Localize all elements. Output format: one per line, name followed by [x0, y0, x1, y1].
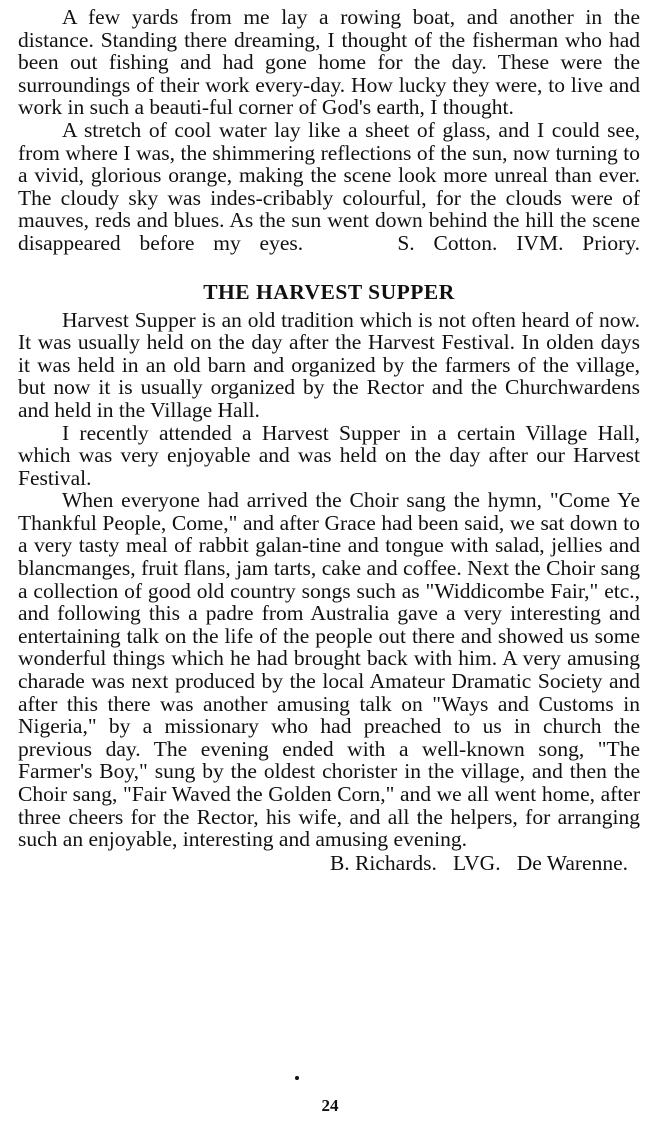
article2-paragraph-3: When everyone had arrived the Choir sang the hymn, "Come Ye Thankful People, Come," and after Grace had been said, we sat down to a very tasty meal of rabbit galan-tine and tongue with salad, jellies and blancmanges, fruit flans, jam tarts, cake and coffee. Next the Choir sang a collection of good old country songs such as "Widdicombe Fair," etc., and following this a padre from Australia gave a very interesting and entertaining talk on the life of the people out there and showed us some wonderful things which he had brought back with him. A very amusing charade was next produced by the local Amateur Dramatic Society and after this there was another amusing talk on "Ways and Customs in Nigeria," by a missionary who had preached to us in church the previous day. The evening ended with a well-known song, "The Farmer's Boy," sung by the oldest chorister in the village, and then the Choir sang, "Fair Waved the Golden Corn," and we all went home, after three cheers for the Rector, his wife, and all the helpers, for arranging such an enjoyable, interesting and amusing evening.	[18, 488, 640, 852]
article1-house: Priory.	[582, 230, 641, 255]
article2-paragraph-2: I recently attended a Harvest Supper in a certain Village Hall, which was very enjoyable and was held on the day after our Harvest Festival.	[18, 420, 640, 490]
article2-form: LVG.	[452, 850, 501, 875]
article2-signature	[18, 852, 640, 875]
article2-paragraph-1: Harvest Supper is an old tradition which is not often heard of now. It was usually held on the day after the Harvest Festival. In olden days it was held in an old barn and organized by the farmers of the village, but now it is usually organized by the Rector and the Churchwardens and held in the Village Hall.	[18, 307, 640, 422]
article1-author: S. Cotton.	[397, 230, 498, 255]
article1-form: IVM.	[516, 230, 564, 255]
document-page	[18, 6, 640, 874]
article1-paragraph-2-text: A stretch of cool water lay like a sheet of glass, and I could see, from where I was, the shimmering reflections of the sun, now turning to a vivid, glorious orange, making the scene look more unreal than ever. The cloudy sky was indes-cribably colourful, for the clouds were of mauves, reds and blues. As the sun went down behind the hill the scene disappeared before my eyes.	[18, 117, 640, 255]
decorative-dot	[295, 1076, 299, 1080]
article2-house: De Warenne.	[516, 850, 628, 875]
page-number: 24	[321, 1096, 339, 1115]
article2-author: B. Richards.	[329, 850, 437, 875]
article1-paragraph-2	[18, 119, 640, 255]
article1-paragraph-1: A few yards from me lay a rowing boat, and another in the distance. Standing there dreaming, I thought of the fisherman who had been out fishing and had gone home for the day. These were the surroundings of their work every-day. How lucky they were, to live and work in such a beauti-ful corner of God's earth, I thought.	[18, 5, 640, 120]
article2-title: THE HARVEST SUPPER	[203, 279, 455, 304]
